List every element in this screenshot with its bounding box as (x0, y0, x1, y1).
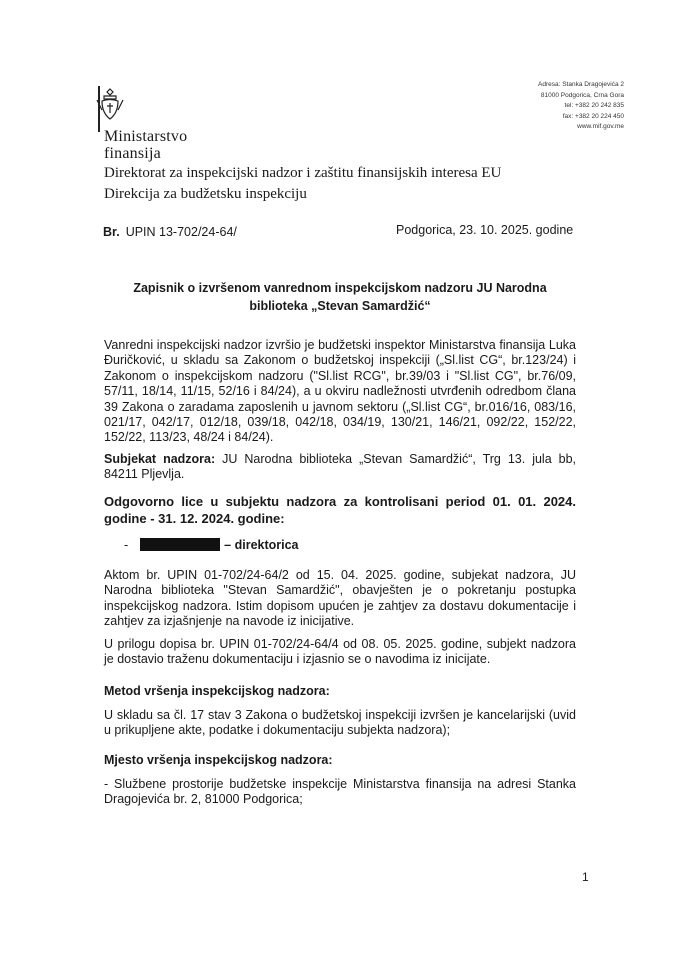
address-line: Adresa: Stanka Dragojevića 2 (538, 81, 624, 88)
attachment-paragraph: U prilogu dopisa br. UPIN 01-702/24-64/4 od 08. 05. 2025. godine, subjekt nadzora je dostavio traženu dokumentaciju i izjasnio se o navodima iz inicijate. (104, 637, 576, 667)
coat-of-arms-icon (93, 86, 127, 126)
page-number: 1 (582, 870, 589, 884)
responsible-heading: Odgovorno lice u subjektu nadzora za kontrolisani period 01. 01. 2024. godine - 31. 12. 2024. godine: (104, 494, 576, 526)
reference-number (103, 225, 237, 239)
intro-paragraph: Vanredni inspekcijski nadzor izvršio je budžetski inspektor Ministarstva finansija Luka Đuričković, u skladu sa Zakonom o budžetskoj inspekciji („Sl.list CG“, br.123/24) i Zakonom o inspekcijskom nadzoru ("Sl.list RCG", br.39/03 i "Sl.list CG", br.76/09, 57/11, 18/14, 11/15, 52/16 i 84/24), a u okviru nadležnosti utvrđenih odredbom člana 39 Zakona o zaradama zaposlenih u javnom sektoru („Sl.list CG“, br.016/16, 083/16, 021/17, 042/17, 012/18, 039/18, 042/18, 034/19, 130/21, 146/21, 092/22, 152/22, 152/22, 113/23, 48/24 i 84/24). (104, 338, 576, 445)
responsible-person (124, 538, 299, 552)
title-line2: biblioteka „Stevan Samardžić“ (249, 299, 431, 313)
subject-paragraph (104, 452, 576, 483)
title-line1: Zapisnik o izvršenom vanrednom inspekcijskom nadzoru JU Narodna (133, 281, 547, 295)
responsible-role: – direktorica (224, 538, 299, 552)
document-date: Podgorica, 23. 10. 2025. godine (396, 223, 574, 237)
subject-text: JU Narodna biblioteka „Stevan Samardžić“, Trg 13. jula bb, 84211 Pljevlja. (104, 452, 576, 482)
address-fax: fax: +382 20 224 450 (562, 112, 624, 120)
method-heading: Metod vršenja inspekcijskog nadzora: (104, 684, 330, 698)
responsible-dash: - (124, 538, 129, 552)
redacted-name (140, 538, 220, 551)
address-website: www.mif.gov.me (577, 123, 624, 130)
subject-label: Subjekat nadzora: (104, 452, 216, 466)
ministry-name-line1: Ministarstvo (104, 128, 188, 145)
ministry-name-line2: finansija (104, 145, 161, 162)
reference-value: UPIN 13-702/24-64/ (125, 225, 237, 239)
directorate-line1: Direktorat za inspekcijski nadzor i zaštitu finansijskih interesa EU (104, 165, 502, 181)
act-paragraph: Aktom br. UPIN 01-702/24-64/2 od 15. 04. 2025. godine, subjekat nadzora, JU Narodna biblioteka "Stevan Samardžić", obavješten je o pokretanju postupka inspekcijskog nadzora. Istim dopisom upućen je zahtjev za dostavu dokumentacije i zahtjev za izjašnjenje na navode iz inicijative. (104, 568, 576, 629)
directorate-name (104, 163, 501, 205)
place-heading: Mjesto vršenja inspekcijskog nadzora: (104, 753, 333, 767)
address-city: 81000 Podgorica, Crna Gora (540, 91, 624, 99)
ministry-name (104, 128, 187, 162)
method-paragraph: U skladu sa čl. 17 stav 3 Zakona o budžetskoj inspekciji izvršen je kancelarijski (uvid u prikupljene akte, podatke i dokumentaciju subjekta nadzora); (104, 708, 576, 738)
reference-prefix: Br. (103, 225, 120, 239)
directorate-line2: Direkcija za budžetsku inspekciju (104, 186, 307, 202)
document-title (100, 279, 580, 315)
address-block (538, 80, 624, 133)
address-phone: tel: +382 20 242 835 (564, 102, 624, 109)
place-paragraph: - Službene prostorije budžetske inspekcije Ministarstva finansija na adresi Stanka Dragojevića br. 2, 81000 Podgorica; (104, 777, 576, 807)
